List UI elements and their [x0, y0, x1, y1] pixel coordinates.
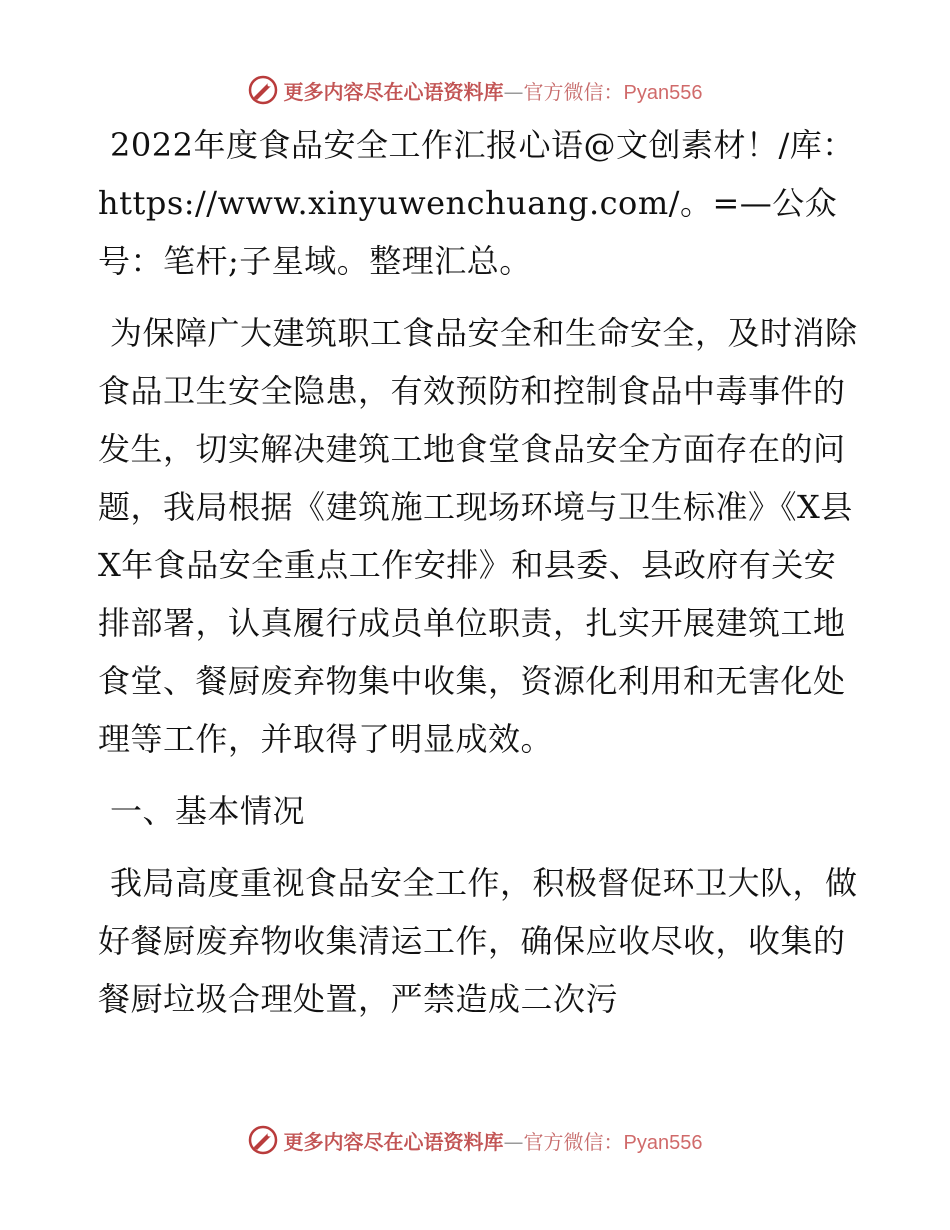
- body-paragraph-1: [98, 304, 858, 768]
- banner-wechat-id: Pyan556: [623, 1131, 703, 1154]
- banner-wechat-label: 官方微信：: [523, 1129, 624, 1154]
- pen-logo-icon: [248, 75, 278, 105]
- section-heading-text: 一、基本情况: [110, 792, 306, 830]
- banner-text: [284, 76, 703, 105]
- intro-paragraph: [98, 116, 858, 290]
- body-paragraph-2-text: 我局高度重视食品安全工作，积极督促环卫大队，做好餐厨废弃物收集清运工作，确保应收尽收，收集的餐厨垃圾合理处置，严禁造成二次污: [98, 864, 858, 1018]
- banner-brand: 更多内容尽在心语资料库: [283, 1129, 504, 1154]
- document-body: [98, 116, 858, 1028]
- banner-separator: —: [503, 1129, 524, 1154]
- body-paragraph-1-text: 为保障广大建筑职工食品安全和生命安全，及时消除食品卫生安全隐患，有效预防和控制食品中毒事件的发生，切实解决建筑工地食堂食品安全方面存在的问题，我局根据《建筑施工现场环境与卫生标准》《X县X年食品安全重点工作安排》和县委、县政府有关安排部署，认真履行成员单位职责，扎实开展建筑工地食堂、餐厨废弃物集中收集，资源化利用和无害化处理等工作，并取得了明显成效。: [98, 314, 858, 758]
- intro-text: 2022年度食品安全工作汇报心语@文创素材！/库：https://www.xinyuwenchuang.com/。=—公众号：笔杆;子星域。整理汇总。: [98, 126, 855, 280]
- banner-text: [284, 1126, 703, 1155]
- section-heading: [98, 782, 858, 840]
- header-watermark-banner: [0, 70, 950, 110]
- pen-logo-icon: [248, 1125, 278, 1155]
- body-paragraph-2: [98, 854, 858, 1028]
- footer-watermark-banner: [0, 1120, 950, 1160]
- banner-wechat-id: Pyan556: [623, 81, 703, 104]
- banner-brand: 更多内容尽在心语资料库: [283, 79, 504, 104]
- banner-wechat-label: 官方微信：: [523, 79, 624, 104]
- banner-separator: —: [503, 79, 524, 104]
